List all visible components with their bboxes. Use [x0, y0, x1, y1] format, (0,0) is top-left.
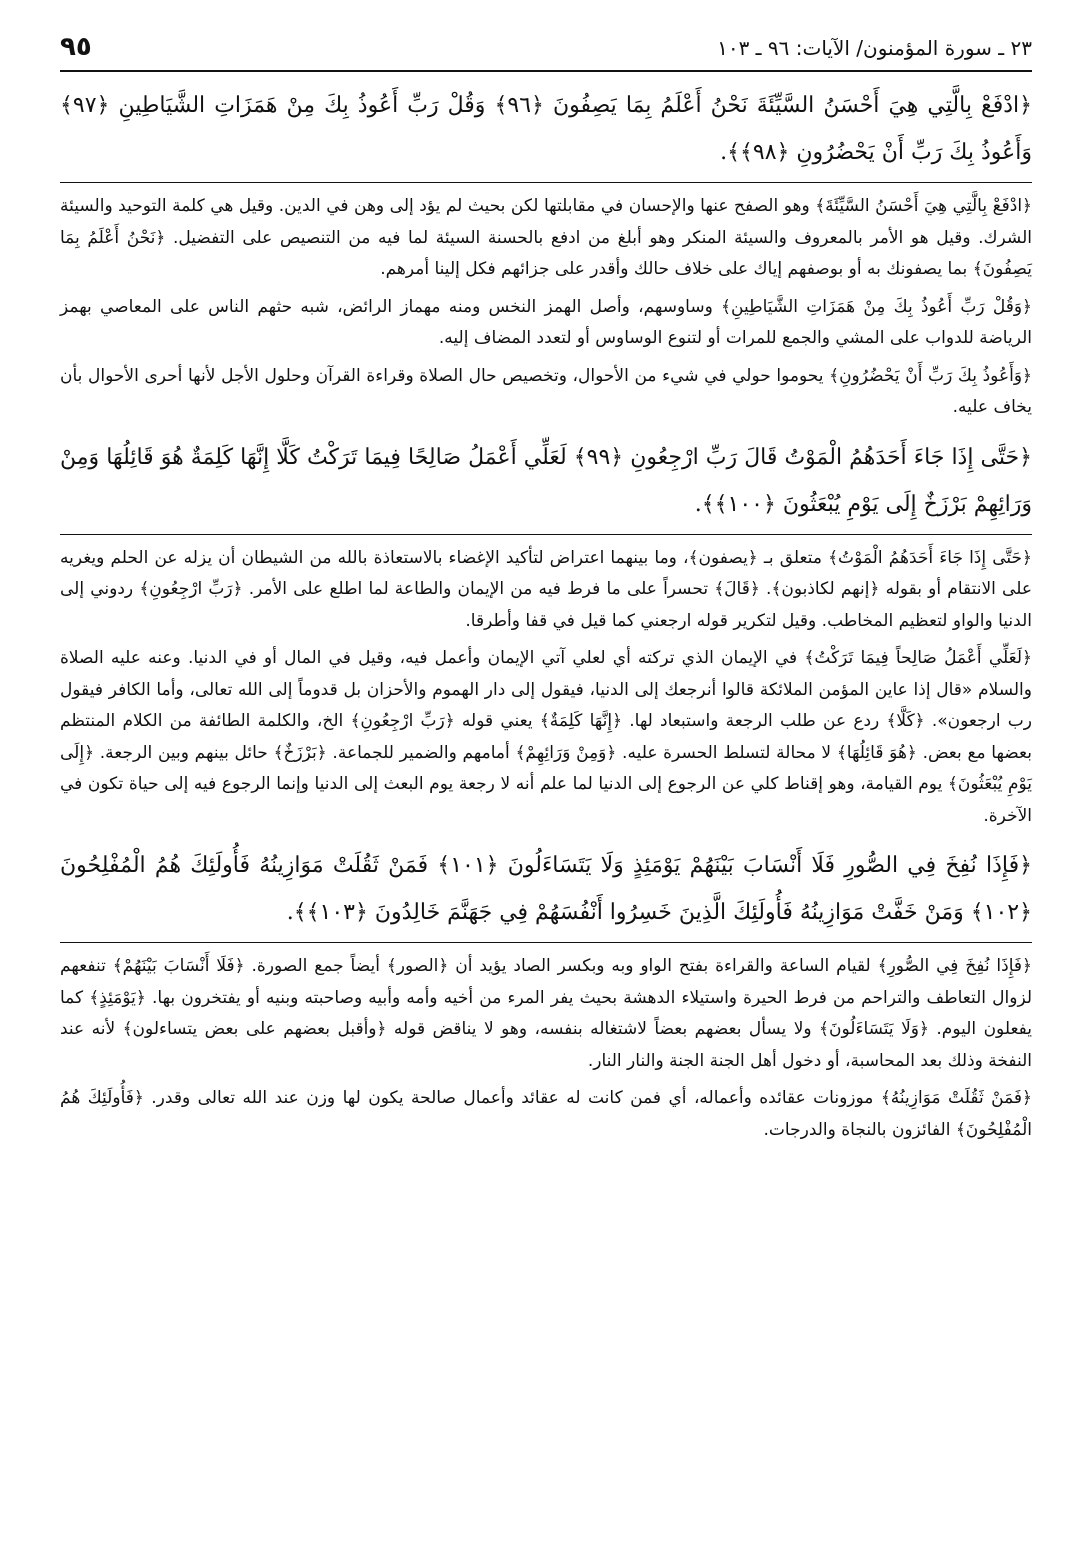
page-number: ٩٥	[60, 32, 92, 62]
commentary-paragraph: ﴿فَإِذَا نُفِخَ فِي الصُّورِ﴾ لقيام الساعة والقراءة بفتح الواو وبه وبكسر الصاد يؤيد أن ﴿الصور﴾ أيضاً جمع الصورة. ﴿فَلَا أَنْسَابَ بَيْنَهُمْ﴾ تنفعهم لزوال التعاطف والتراحم من فرط الحيرة واستيلاء الدهشة بحيث يفر المرء من أخيه وأمه وأبيه وصاحبته وبنيه أو يفتخرون بها. ﴿يَوْمَئِذٍ﴾ كما يفعلون اليوم. ﴿وَلَا يَتَسَاءَلُونَ﴾ ولا يسأل بعضهم بعضاً لاشتغاله بنفسه، وهو لا يناقض قوله ﴿وأقبل بعضهم على بعض يتساءلون﴾ لأنه عند النفخة وذلك بعد المحاسبة، أو دخول أهل الجنة الجنة والنار النار.	[60, 956, 1032, 1071]
running-title: ٢٣ ـ سورة المؤمنون/ الآيات: ٩٦ ـ ١٠٣	[717, 36, 1032, 60]
commentary-paragraph: ﴿لَعَلِّي أَعْمَلُ صَالِحاً فِيمَا تَرَكْتُ﴾ في الإيمان الذي تركته أي لعلي آتي الإيمان وأعمل فيه، وقيل في المال أو في الدنيا. وعنه عليه الصلاة والسلام «قال إذا عاين المؤمن الملائكة قالوا أنرجعك إلى الدنيا، فيقول إلى دار الهموم والأحزان بل قدوماً إلى الله تعالى، وأما الكافر فيقول رب ارجعون». ﴿كَلَّا﴾ ردع عن طلب الرجعة واستبعاد لها. ﴿إِنَّهَا كَلِمَةٌ﴾ يعني قوله ﴿رَبِّ ارْجِعُونِ﴾ الخ، والكلمة الطائفة من الكلام المنتظم بعضها مع بعض. ﴿هُوَ قَائِلُهَا﴾ لا محالة لتسلط الحسرة عليه. ﴿وَمِنْ وَرَائِهِمْ﴾ أمامهم والضمير للجماعة. ﴿بَرْزَخٌ﴾ حائل بينهم وبين الرجعة. ﴿إِلَى يَوْمِ يُبْعَثُونَ﴾ يوم القيامة، وهو إقناط كلي عن الرجوع إلى الدنيا لما علم أنه لا رجعة يوم البعث إلى الدنيا وإنما الرجوع فيه إلى حياة تكون في الآخرة.	[60, 648, 1032, 826]
commentary-paragraph: ﴿ادْفَعْ بِالَّتِي هِيَ أَحْسَنُ السَّيِّئَةَ﴾ وهو الصفح عنها والإحسان في مقابلتها لكن بحيث لم يؤد إلى وهن في الدين. وقيل هي كلمة التوحيد والسيئة الشرك. وقيل هو الأمر بالمعروف والسيئة المنكر وهو أبلغ من ادفع بالحسنة السيئة لما فيه من التنصيص على التفضيل. ﴿نَحْنُ أَعْلَمُ بِمَا يَصِفُونَ﴾ بما يصفونك به أو بوصفهم إياك على خلاف حالك وأقدر على جزائهم فكل إلينا أمرهم.	[60, 196, 1032, 279]
commentary-paragraph: ﴿وَأَعُوذُ بِكَ رَبِّ أَنْ يَحْضُرُونِ﴾ يحوموا حولي في شيء من الأحوال، وتخصيص حال الصلاة وقراءة القرآن وحلول الأجل لأنها أحرى الأحوال بأن يخاف عليه.	[60, 365, 1032, 417]
page-header	[60, 28, 1032, 72]
commentary-paragraph: ﴿وَقُلْ رَبِّ أَعُوذُ بِكَ مِنْ هَمَزَاتِ الشَّيَاطِينِ﴾ وساوسهم، وأصل الهمز النخس ومنه مهماز الرائض، شبه حثهم الناس على المعاصي بهمز الرياضة للدواب على المشي والجمع للمرات أو لتنوع الوساوس أو لتعدد المضاف إليه.	[60, 296, 1032, 348]
book-page	[60, 28, 1032, 1528]
quran-verse-block: ﴿حَتَّى إِذَا جَاءَ أَحَدَهُمُ الْمَوْتُ قَالَ رَبِّ ارْجِعُونِ ﴿٩٩﴾ لَعَلِّي أَعْمَلُ صَالِحًا فِيمَا تَرَكْتُ كَلَّا إِنَّهَا كَلِمَةٌ هُوَ قَائِلُهَا وَمِنْ وَرَائِهِمْ بَرْزَخٌ إِلَى يَوْمِ يُبْعَثُونَ ﴿١٠٠﴾﴾.	[60, 434, 1032, 535]
commentary-paragraph: ﴿فَمَنْ ثَقُلَتْ مَوَازِينُهُ﴾ موزونات عقائده وأعماله، أي فمن كانت له عقائد وأعمال صالحة يكون لها وزن عند الله تعالى وقدر. ﴿فَأُولَئِكَ هُمُ الْمُفْلِحُونَ﴾ الفائزون بالنجاة والدرجات.	[60, 1088, 1032, 1140]
quran-verse-block: ﴿ادْفَعْ بِالَّتِي هِيَ أَحْسَنُ السَّيِّئَةَ نَحْنُ أَعْلَمُ بِمَا يَصِفُونَ ﴿٩٦﴾ وَقُلْ رَبِّ أَعُوذُ بِكَ مِنْ هَمَزَاتِ الشَّيَاطِينِ ﴿٩٧﴾ وَأَعُوذُ بِكَ رَبِّ أَنْ يَحْضُرُونِ ﴿٩٨﴾﴾.	[60, 82, 1032, 183]
quran-verse-block: ﴿فَإِذَا نُفِخَ فِي الصُّورِ فَلَا أَنْسَابَ بَيْنَهُمْ يَوْمَئِذٍ وَلَا يَتَسَاءَلُونَ ﴿١٠١﴾ فَمَنْ ثَقُلَتْ مَوَازِينُهُ فَأُولَئِكَ هُمُ الْمُفْلِحُونَ ﴿١٠٢﴾ وَمَنْ خَفَّتْ مَوَازِينُهُ فَأُولَئِكَ الَّذِينَ خَسِرُوا أَنْفُسَهُمْ فِي جَهَنَّمَ خَالِدُونَ ﴿١٠٣﴾﴾.	[60, 842, 1032, 943]
commentary-paragraph: ﴿حَتَّى إِذَا جَاءَ أَحَدَهُمُ الْمَوْتُ﴾ متعلق بـ ﴿يصفون﴾، وما بينهما اعتراض لتأكيد الإغضاء بالاستعاذة بالله من الشيطان أن يزله عن الحلم ويغريه على الانتقام أو بقوله ﴿إنهم لكاذبون﴾. ﴿قَالَ﴾ تحسراً على ما فرط فيه من الإيمان والطاعة لما اطلع على الأمر. ﴿رَبِّ ارْجِعُونِ﴾ ردوني إلى الدنيا والواو لتعظيم المخاطب. وقيل لتكرير قوله ارجعني كما قيل في قفا وأطرقا.	[60, 547, 1032, 631]
